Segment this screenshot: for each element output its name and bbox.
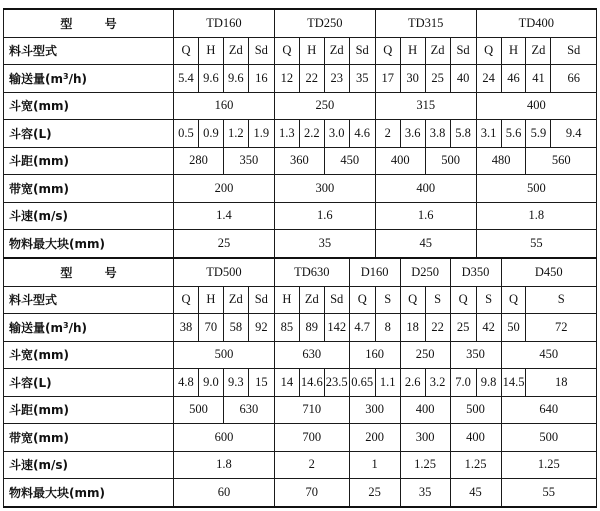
bucket-pitch-cell: 500: [450, 396, 501, 423]
bucket-type-cell: Sd: [349, 37, 375, 64]
bucket-type-cell: H: [198, 37, 223, 64]
bucket-type-cell: S: [476, 286, 501, 313]
belt-width-cell: 500: [501, 424, 596, 451]
bucket-volume-cell: 1.2: [223, 120, 248, 147]
capacity-cell: 9.6: [198, 65, 223, 92]
belt-width-cell: 600: [174, 424, 275, 451]
bucket-pitch-cell: 560: [526, 147, 597, 174]
bucket-width-cell: 250: [274, 92, 375, 119]
capacity-cell: 25: [450, 314, 476, 341]
bucket-volume-cell: 18: [526, 369, 597, 396]
capacity-label-unit: /h): [68, 71, 87, 86]
bucket-pitch-cell: 500: [174, 396, 224, 423]
capacity-cell: 58: [223, 314, 248, 341]
capacity-cell: 46: [501, 65, 526, 92]
capacity-cell: 9.6: [223, 65, 248, 92]
bucket-volume-cell: 14: [274, 369, 299, 396]
bucket-elevator-spec-table: [3, 8, 597, 508]
bucket-speed-cell: 1.4: [174, 202, 275, 229]
capacity-label-unit: /h): [68, 320, 87, 335]
bucket-pitch-label: 斗距(mm): [4, 147, 174, 174]
model-cell: TD160: [174, 9, 275, 37]
bucket-type-cell: Zd: [425, 37, 450, 64]
belt-width-cell: 500: [476, 175, 596, 202]
bucket-pitch-cell: 630: [223, 396, 274, 423]
model-cell: TD630: [274, 258, 349, 286]
belt-width-cell: 400: [375, 175, 476, 202]
table-row: [4, 314, 597, 341]
bucket-width-cell: 630: [274, 341, 349, 368]
bucket-pitch-cell: 360: [274, 147, 324, 174]
bucket-type-cell: Q: [400, 286, 425, 313]
table-row: [4, 230, 597, 258]
table-row: [4, 341, 597, 368]
bucket-volume-cell: 3.8: [425, 120, 450, 147]
bucket-volume-cell: 0.65: [349, 369, 375, 396]
bucket-volume-cell: 0.5: [174, 120, 199, 147]
table-row: [4, 65, 597, 92]
bucket-pitch-cell: 350: [223, 147, 274, 174]
bucket-type-cell: H: [198, 286, 223, 313]
capacity-label: [4, 314, 174, 341]
table-row: [4, 451, 597, 478]
bucket-width-cell: 450: [501, 341, 596, 368]
bucket-type-cell: Sd: [324, 286, 349, 313]
bucket-volume-cell: 4.8: [174, 369, 199, 396]
bucket-type-cell: S: [375, 286, 400, 313]
bucket-type-cell: Zd: [223, 37, 248, 64]
bucket-volume-cell: 23.5: [324, 369, 349, 396]
capacity-cell: 25: [425, 65, 450, 92]
bucket-speed-cell: 1.25: [450, 451, 501, 478]
bucket-volume-cell: 9.3: [223, 369, 248, 396]
capacity-cell: 5.4: [174, 65, 199, 92]
bucket-type-cell: H: [274, 286, 299, 313]
model-cell: TD500: [174, 258, 275, 286]
bucket-speed-cell: 1: [349, 451, 400, 478]
model-cell: TD315: [375, 9, 476, 37]
max-lump-cell: 25: [174, 230, 275, 258]
bucket-width-label: 斗宽(mm): [4, 341, 174, 368]
bucket-type-cell: Q: [450, 286, 476, 313]
model-cell: TD400: [476, 9, 596, 37]
model-cell: TD250: [274, 9, 375, 37]
bucket-width-cell: 160: [349, 341, 400, 368]
bucket-volume-cell: 3.6: [400, 120, 425, 147]
bucket-type-cell: Zd: [526, 37, 551, 64]
capacity-cell: 92: [248, 314, 274, 341]
bucket-volume-label: 斗容(L): [4, 369, 174, 396]
capacity-cell: 4.7: [349, 314, 375, 341]
bucket-type-cell: Q: [349, 286, 375, 313]
capacity-cell: 89: [299, 314, 324, 341]
bucket-pitch-cell: 640: [501, 396, 596, 423]
bucket-type-cell: Sd: [450, 37, 476, 64]
capacity-cell: 41: [526, 65, 551, 92]
bucket-type-label: 料斗型式: [4, 37, 174, 64]
capacity-cell: 24: [476, 65, 501, 92]
capacity-label-superscript: 3: [63, 320, 69, 330]
bucket-volume-cell: 1.3: [274, 120, 299, 147]
max-lump-cell: 55: [476, 230, 596, 258]
table-row: [4, 175, 597, 202]
bucket-pitch-cell: 400: [400, 396, 450, 423]
bucket-width-cell: 400: [476, 92, 596, 119]
bucket-volume-cell: 1.1: [375, 369, 400, 396]
bucket-pitch-cell: 500: [425, 147, 476, 174]
bucket-volume-cell: 5.8: [450, 120, 476, 147]
bucket-volume-cell: 3.0: [324, 120, 349, 147]
bucket-volume-cell: 9.4: [551, 120, 597, 147]
bucket-type-cell: Zd: [299, 286, 324, 313]
bucket-volume-cell: 2: [375, 120, 400, 147]
capacity-label-text: 输送量(m: [9, 320, 63, 335]
model-cell: D350: [450, 258, 501, 286]
max-lump-cell: 45: [450, 479, 501, 507]
capacity-label-superscript: 3: [63, 71, 69, 81]
model-header-label: 型 号: [4, 9, 174, 37]
bucket-type-cell: H: [299, 37, 324, 64]
model-cell: D450: [501, 258, 596, 286]
bucket-volume-cell: 7.0: [450, 369, 476, 396]
bucket-volume-cell: 3.1: [476, 120, 501, 147]
bucket-type-cell: S: [526, 286, 597, 313]
capacity-cell: 18: [400, 314, 425, 341]
table-row: [4, 286, 597, 313]
bucket-type-cell: Zd: [223, 286, 248, 313]
capacity-cell: 16: [248, 65, 274, 92]
bucket-type-cell: Q: [476, 37, 501, 64]
table-row: [4, 369, 597, 396]
capacity-cell: 50: [501, 314, 526, 341]
bucket-speed-label: 斗速(m/s): [4, 202, 174, 229]
bucket-volume-cell: 5.9: [526, 120, 551, 147]
bucket-type-cell: Sd: [551, 37, 597, 64]
table-row: [4, 9, 597, 37]
table-row: [4, 147, 597, 174]
capacity-cell: 8: [375, 314, 400, 341]
capacity-cell: 142: [324, 314, 349, 341]
belt-width-cell: 300: [274, 175, 375, 202]
bucket-speed-cell: 1.6: [375, 202, 476, 229]
belt-width-cell: 300: [400, 424, 450, 451]
bucket-pitch-cell: 400: [375, 147, 425, 174]
bucket-width-cell: 500: [174, 341, 275, 368]
table-row: [4, 396, 597, 423]
bucket-type-cell: Q: [174, 286, 199, 313]
capacity-cell: 17: [375, 65, 400, 92]
table-row: [4, 92, 597, 119]
bucket-speed-cell: 1.25: [501, 451, 596, 478]
bucket-width-cell: 350: [450, 341, 501, 368]
model-cell: D160: [349, 258, 400, 286]
bucket-type-cell: Sd: [248, 286, 274, 313]
max-lump-cell: 45: [375, 230, 476, 258]
bucket-type-cell: S: [425, 286, 450, 313]
belt-width-cell: 200: [174, 175, 275, 202]
capacity-cell: 12: [274, 65, 299, 92]
capacity-cell: 35: [349, 65, 375, 92]
bucket-type-cell: Q: [375, 37, 400, 64]
bucket-speed-cell: 1.25: [400, 451, 450, 478]
capacity-cell: 85: [274, 314, 299, 341]
bucket-speed-label: 斗速(m/s): [4, 451, 174, 478]
bucket-type-label: 料斗型式: [4, 286, 174, 313]
bucket-volume-cell: 14.5: [501, 369, 526, 396]
belt-width-label: 带宽(mm): [4, 175, 174, 202]
bucket-volume-cell: 2.6: [400, 369, 425, 396]
bucket-volume-cell: 9.8: [476, 369, 501, 396]
bucket-type-cell: Sd: [248, 37, 274, 64]
capacity-cell: 30: [400, 65, 425, 92]
bucket-volume-cell: 3.2: [425, 369, 450, 396]
model-header-label: 型 号: [4, 258, 174, 286]
max-lump-label: 物料最大块(mm): [4, 230, 174, 258]
capacity-label: [4, 65, 174, 92]
max-lump-label: 物料最大块(mm): [4, 479, 174, 507]
belt-width-cell: 400: [450, 424, 501, 451]
bucket-pitch-cell: 710: [274, 396, 349, 423]
bucket-pitch-cell: 300: [349, 396, 400, 423]
bucket-type-cell: Zd: [324, 37, 349, 64]
bucket-volume-cell: 0.9: [198, 120, 223, 147]
capacity-cell: 42: [476, 314, 501, 341]
table-row: [4, 202, 597, 229]
bucket-pitch-cell: 280: [174, 147, 224, 174]
max-lump-cell: 55: [501, 479, 596, 507]
belt-width-cell: 200: [349, 424, 400, 451]
table-row: [4, 37, 597, 64]
table-row: [4, 258, 597, 286]
table-row: [4, 120, 597, 147]
bucket-type-cell: Q: [274, 37, 299, 64]
capacity-cell: 22: [425, 314, 450, 341]
max-lump-cell: 35: [400, 479, 450, 507]
bucket-volume-cell: 14.6: [299, 369, 324, 396]
bucket-volume-cell: 5.6: [501, 120, 526, 147]
bucket-pitch-label: 斗距(mm): [4, 396, 174, 423]
bucket-speed-cell: 1.6: [274, 202, 375, 229]
capacity-cell: 40: [450, 65, 476, 92]
bucket-width-cell: 250: [400, 341, 450, 368]
max-lump-cell: 25: [349, 479, 400, 507]
table-row: [4, 479, 597, 507]
capacity-cell: 66: [551, 65, 597, 92]
max-lump-cell: 35: [274, 230, 375, 258]
bucket-volume-label: 斗容(L): [4, 120, 174, 147]
capacity-cell: 72: [526, 314, 597, 341]
bucket-type-cell: H: [501, 37, 526, 64]
max-lump-cell: 70: [274, 479, 349, 507]
model-cell: D250: [400, 258, 450, 286]
bucket-type-cell: Q: [174, 37, 199, 64]
bucket-speed-cell: 2: [274, 451, 349, 478]
belt-width-cell: 700: [274, 424, 349, 451]
max-lump-cell: 60: [174, 479, 275, 507]
capacity-label-text: 输送量(m: [9, 71, 63, 86]
capacity-cell: 23: [324, 65, 349, 92]
belt-width-label: 带宽(mm): [4, 424, 174, 451]
capacity-cell: 38: [174, 314, 199, 341]
bucket-type-cell: Q: [501, 286, 526, 313]
bucket-volume-cell: 15: [248, 369, 274, 396]
bucket-pitch-cell: 450: [324, 147, 375, 174]
bucket-width-label: 斗宽(mm): [4, 92, 174, 119]
bucket-speed-cell: 1.8: [476, 202, 596, 229]
bucket-volume-cell: 9.0: [198, 369, 223, 396]
bucket-volume-cell: 2.2: [299, 120, 324, 147]
capacity-cell: 70: [198, 314, 223, 341]
bucket-width-cell: 160: [174, 92, 275, 119]
bucket-speed-cell: 1.8: [174, 451, 275, 478]
bucket-pitch-cell: 480: [476, 147, 526, 174]
table-row: [4, 424, 597, 451]
capacity-cell: 22: [299, 65, 324, 92]
bucket-volume-cell: 1.9: [248, 120, 274, 147]
bucket-type-cell: H: [400, 37, 425, 64]
bucket-width-cell: 315: [375, 92, 476, 119]
bucket-volume-cell: 4.6: [349, 120, 375, 147]
